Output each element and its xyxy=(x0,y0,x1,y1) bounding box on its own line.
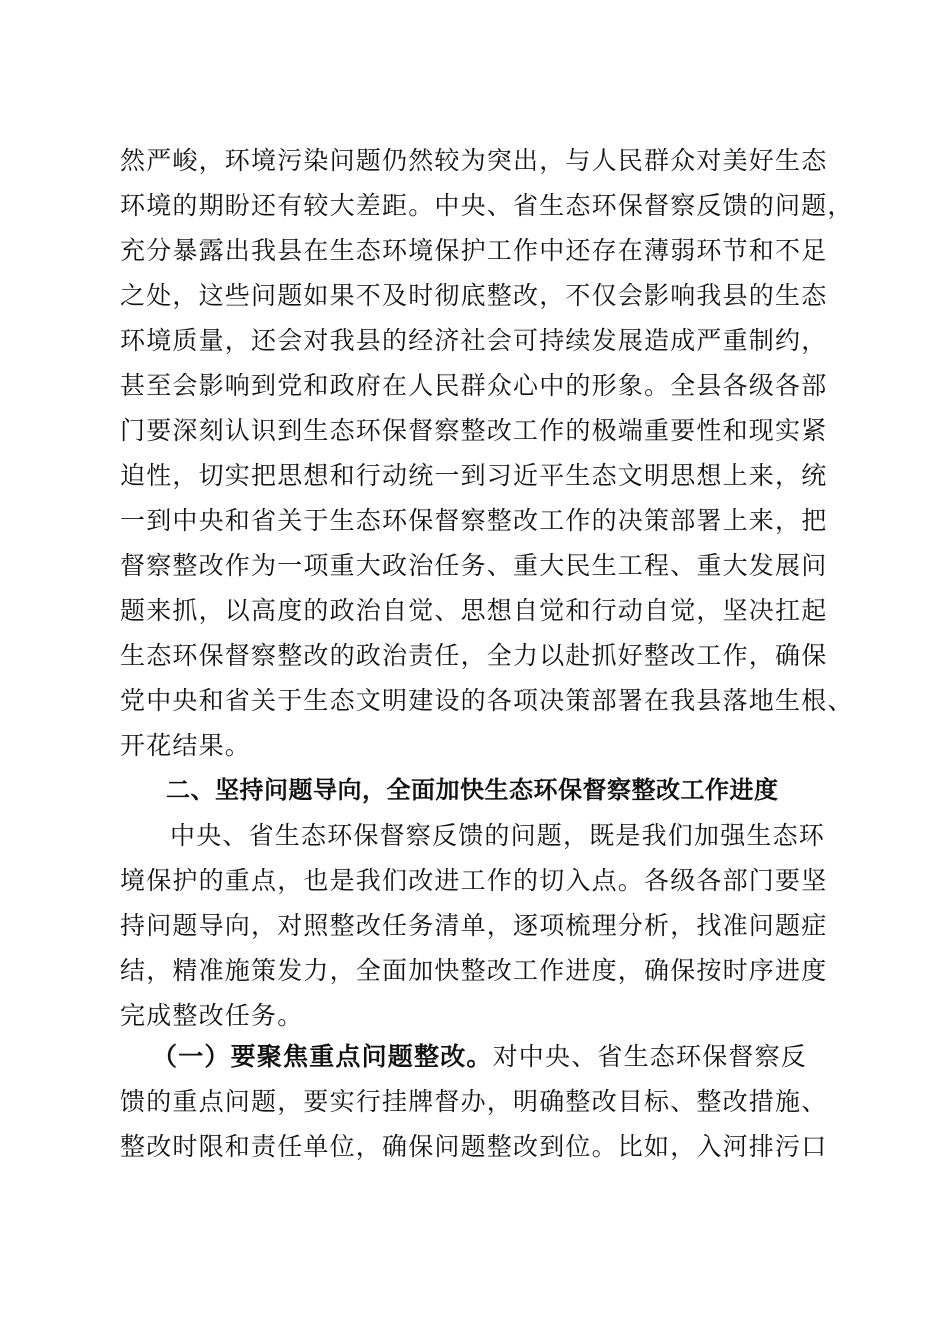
paragraph-3-first-rest: 对中央、省生态环保督察反 xyxy=(492,1042,808,1071)
paragraph-1-line-5: 环境质量，还会对我县的经济社会可持续发展造成严重制约， xyxy=(120,326,828,355)
paragraph-1-line-12: 生态环保督察整改的政治责任，全力以赴抓好整改工作，确保 xyxy=(120,641,828,670)
paragraph-2-line-3: 持问题导向，对照整改任务清单，逐项梳理分析，找准问题症 xyxy=(120,911,828,940)
paragraph-3-line-1 xyxy=(152,1042,882,1072)
paragraph-2-line-2: 境保护的重点，也是我们改进工作的切入点。各级各部门要坚 xyxy=(120,866,828,895)
paragraph-1-line-6: 甚至会影响到党和政府在人民群众心中的形象。全县各级各部 xyxy=(120,371,828,400)
paragraph-2-line-4: 结，精准施策发力，全面加快整改工作进度，确保按时序进度 xyxy=(120,956,828,985)
paragraph-1-line-14: 开花结果。 xyxy=(120,731,252,760)
paragraph-1-line-9: 一到中央和省关于生态环保督察整改工作的决策部署上来，把 xyxy=(120,506,828,535)
paragraph-3-line-2: 馈的重点问题，要实行挂牌督办，明确整改目标、整改措施、 xyxy=(120,1087,828,1116)
paragraph-1-line-4: 之处，这些问题如果不及时彻底整改，不仅会影响我县的生态 xyxy=(120,281,828,310)
section-heading: 二、坚持问题导向，全面加快生态环保督察整改工作进度 xyxy=(166,776,779,804)
paragraph-1-line-3: 充分暴露出我县在生态环境保护工作中还存在薄弱环节和不足 xyxy=(120,236,828,265)
paragraph-1-line-8: 迫性，切实把思想和行动统一到习近平生态文明思想上来，统 xyxy=(120,461,828,490)
paragraph-3-lead: （一）要聚焦重点问题整改。 xyxy=(152,1042,493,1071)
paragraph-1-line-7: 门要深刻认识到生态环保督察整改工作的极端重要性和现实紧 xyxy=(120,416,828,445)
paragraph-1-line-2: 环境的期盼还有较大差距。中央、省生态环保督察反馈的问题， xyxy=(120,191,854,220)
paragraph-1-line-13: 党中央和省关于生态文明建设的各项决策部署在我县落地生根、 xyxy=(120,686,854,715)
paragraph-1-line-1: 然严峻，环境污染问题仍然较为突出，与人民群众对美好生态 xyxy=(120,146,828,175)
paragraph-2-line-5: 完成整改任务。 xyxy=(120,1001,304,1030)
paragraph-1-line-11: 题来抓，以高度的政治自觉、思想自觉和行动自觉，坚决扛起 xyxy=(120,596,828,625)
paragraph-3-line-3: 整改时限和责任单位，确保问题整改到位。比如，入河排污口 xyxy=(120,1132,828,1161)
paragraph-2-line-1: 中央、省生态环保督察反馈的问题，既是我们加强生态环 xyxy=(170,821,826,850)
paragraph-1-line-10: 督察整改作为一项重大政治任务、重大民生工程、重大发展问 xyxy=(120,551,828,580)
